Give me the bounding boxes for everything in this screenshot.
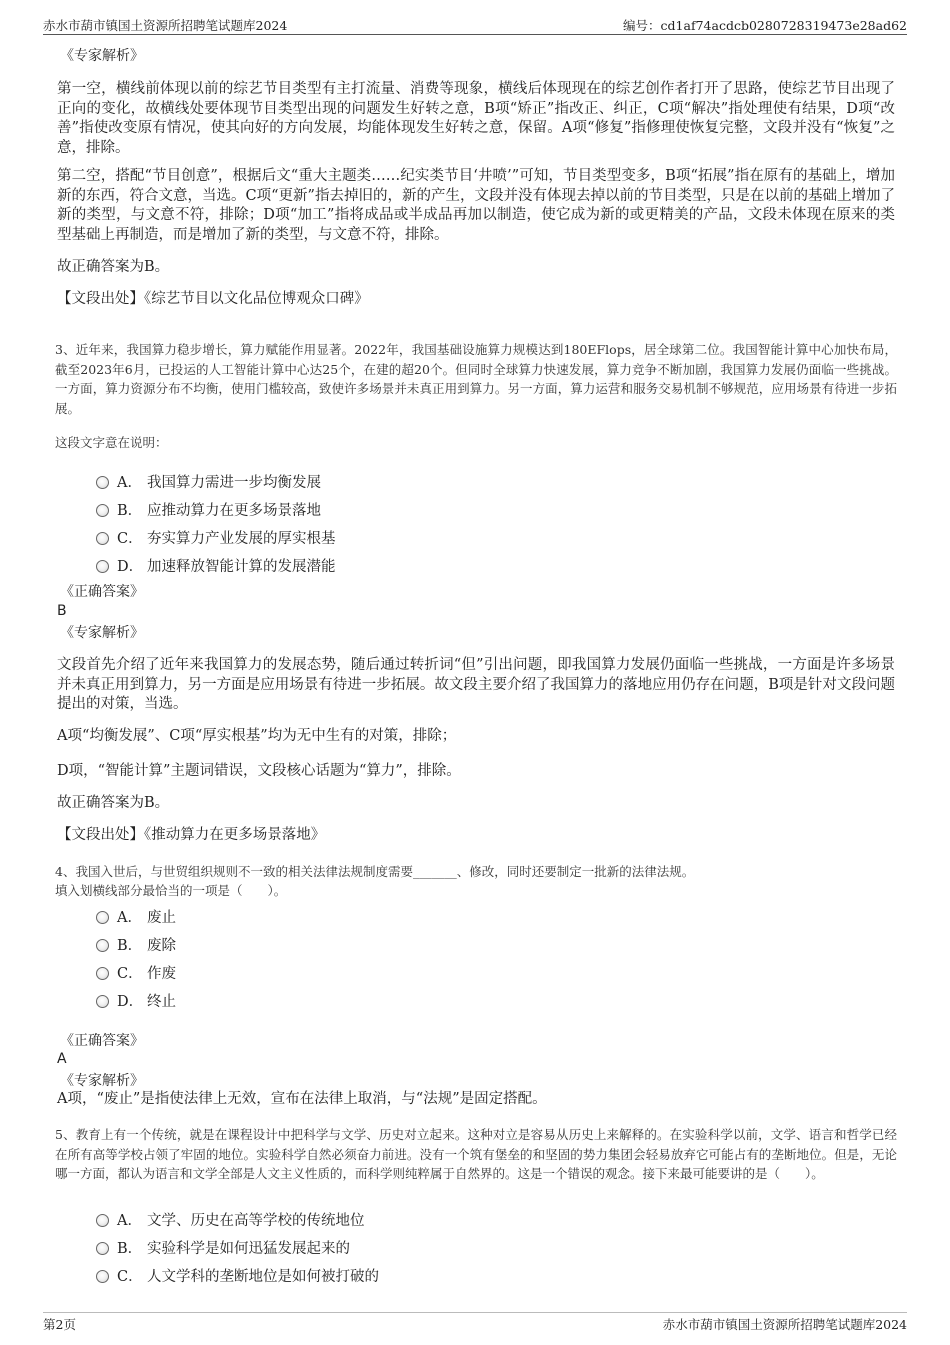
radio-icon[interactable] [96, 939, 109, 952]
q3-answer: B [57, 603, 67, 619]
radio-icon[interactable] [96, 967, 109, 980]
q3-prompt: 这段文字意在说明： [55, 435, 168, 450]
header-title: 赤水市葫市镇国土资源所招聘笔试题库2024 [43, 18, 288, 33]
header-doc-id: 编号：cd1af74acdcb0280728319473e28ad62 [623, 18, 907, 33]
radio-icon[interactable] [96, 911, 109, 924]
footer-title: 赤水市葫市镇国土资源所招聘笔试题库2024 [662, 1317, 907, 1332]
radio-icon[interactable] [96, 1270, 109, 1283]
q3-analysis-p3: D项，“智能计算”主题词错误，文段核心话题为“算力”，排除。 [57, 763, 461, 779]
q4-expert-label: 《专家解析》 [60, 1073, 144, 1089]
radio-icon[interactable] [96, 995, 109, 1008]
q2-analysis-p1: 第一空，横线前体现以前的综艺节目类型有主打流量、消费等现象，横线后体现现在的综艺创作者打开了思路，使综艺节目出现了正向的变化，故横线处要体现节目类型出现的问题发生好转之意，B项“矫正”指改正、纠正，C项“解决”指处理使有结果，D项“改善”指使改变原有情况，使其向好的方向发展，均能体现发生好转之意，保留。A项“修复”指修理使恢复完整，文段并没有“恢复”之意，排除。 [57, 81, 895, 156]
q4-answer-label: 《正确答案》 [60, 1033, 144, 1049]
q3-analysis-p2: A项“均衡发展”、C项“厚实根基”均为无中生有的对策，排除； [57, 728, 457, 744]
page-footer [43, 1312, 907, 1332]
q2-analysis-p2: 第二空，搭配“节目创意”，根据后文“重大主题类……纪实类节目‘井喷’”可知，节目类型变多，B项“拓展”指在原有的基础上，增加新的东西，符合文意，当选。C项“更新”指去掉旧的，新的产生，文段并没有体现去掉以前的节目类型，只是在以前的基础上增加了新的类型，与文意不符，排除；D项“加工”指将成品或半成品再加以制造，使它成为新的或更精美的产品，文段未体现在原来的类型基础上再制造，而是增加了新的类型，与文意不符，排除。 [57, 168, 895, 243]
q2-expert-label: 《专家解析》 [60, 48, 144, 64]
page-header [43, 15, 907, 35]
q4-analysis-p1: A项，“废止”是指使法律上无效，宣布在法律上取消，与“法规”是固定搭配。 [57, 1091, 547, 1107]
q5-stem: 5、教育上有一个传统，就是在课程设计中把科学与文学、历史对立起来。这种对立是容易从历史上来解释的。在实验科学以前，文学、语言和哲学已经在所有高等学校占领了牢固的地位。实验科学自然必须奋力前进。没有一个筑有堡垒的和坚固的势力集团会轻易放弃它可能占有的垄断地位。但是，无论哪一方面，都认为语言和文学全部是人文主义性质的，而科学则纯粹属于自然界的。这是一个错误的观念。接下来最可能要讲的是（ ）。 [55, 1127, 897, 1181]
radio-icon[interactable] [96, 476, 109, 489]
radio-icon[interactable] [96, 560, 109, 573]
radio-icon[interactable] [96, 1242, 109, 1255]
radio-icon[interactable] [96, 1214, 109, 1227]
q3-stem: 3、近年来，我国算力稳步增长，算力赋能作用显著。2022年，我国基础设施算力规模达到180EFlops，居全球第二位。我国智能计算中心加快布局，截至2023年6月，已投运的人工智能计算中心达25个，在建的超20个。但同时全球算力快速发展，算力竞争不断加剧，我国算力发展仍面临一些挑战。一方面，算力资源分布不均衡，使用门槛较高，致使许多场景并未真正用到算力。另一方面，算力运营和服务交易机制不够规范，应用场景有待进一步拓展。 [55, 342, 897, 416]
q2-source: 【文段出处】《综艺节目以文化品位博观众口碑》 [57, 291, 369, 307]
q4-answer: A [57, 1051, 67, 1067]
q2-conclusion: 故正确答案为B。 [57, 259, 170, 275]
q3-answer-label: 《正确答案》 [60, 584, 144, 600]
q3-analysis-p1: 文段首先介绍了近年来我国算力的发展态势，随后通过转折词“但”引出问题，即我国算力发展仍面临一些挑战，一方面是许多场景并未真正用到算力，另一方面是应用场景有待进一步拓展。故文段主要介绍了我国算力的落地应用仍存在问题，B项是针对文段问题提出的对策，当选。 [57, 657, 895, 712]
q4-prompt: 填入划横线部分最恰当的一项是（ ）。 [55, 883, 287, 898]
radio-icon[interactable] [96, 504, 109, 517]
page-number: 第2页 [43, 1317, 76, 1332]
q4-stem: 4、我国入世后，与世贸组织规则不一致的相关法律法规制度需要_______、修改，同时还要制定一批新的法律法规。 [55, 864, 695, 879]
radio-icon[interactable] [96, 532, 109, 545]
q3-conclusion: 故正确答案为B。 [57, 795, 170, 811]
q3-expert-label: 《专家解析》 [60, 625, 144, 641]
q3-source: 【文段出处】《推动算力在更多场景落地》 [57, 827, 326, 843]
